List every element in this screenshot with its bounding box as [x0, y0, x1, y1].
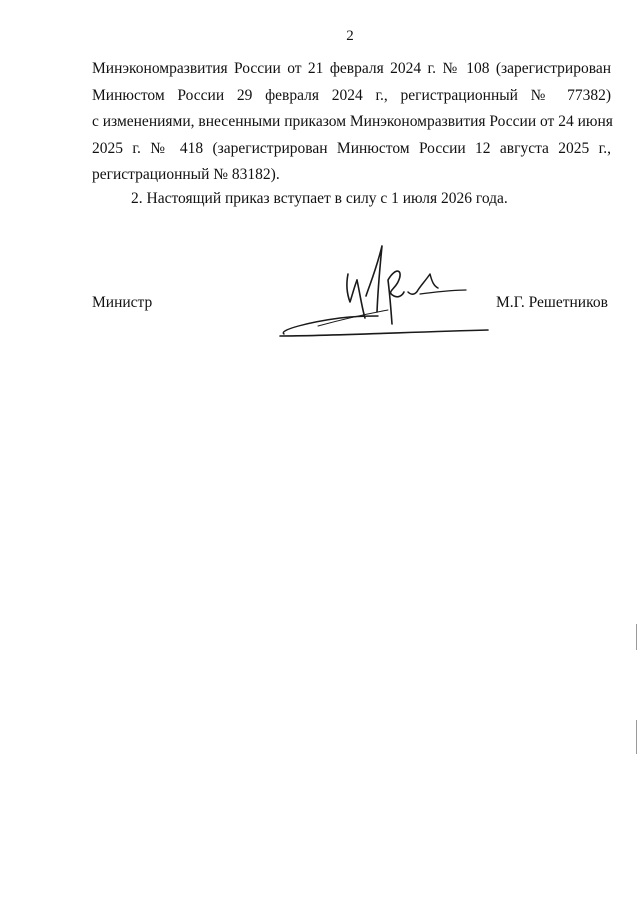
paragraph-1-line-3: с изменениями, внесенными приказом Минэкономразвития России от 24 июня — [92, 113, 613, 130]
paragraph-1-line-1: Минэкономразвития России от 21 февраля 2024 г. № 108 (зарегистрирован — [92, 60, 611, 77]
paragraph-2: 2. Настоящий приказ вступает в силу с 1 июля 2026 года. — [131, 190, 508, 207]
paragraph-1-line-5: регистрационный № 83182). — [92, 166, 280, 183]
scan-edge-mark — [636, 624, 637, 650]
scan-edge-mark — [636, 720, 637, 754]
signatory-name: М.Г. Решетников — [496, 294, 608, 311]
signatory-role: Министр — [92, 294, 153, 311]
handwritten-signature — [270, 236, 500, 346]
paragraph-1-line-2: Минюстом России 29 февраля 2024 г., регистрационный № 77382) — [92, 86, 611, 104]
paragraph-1 — [92, 56, 611, 189]
page-number: 2 — [346, 28, 354, 44]
paragraph-1-line-4: 2025 г. № 418 (зарегистрирован Минюстом России 12 августа 2025 г., — [92, 139, 611, 157]
